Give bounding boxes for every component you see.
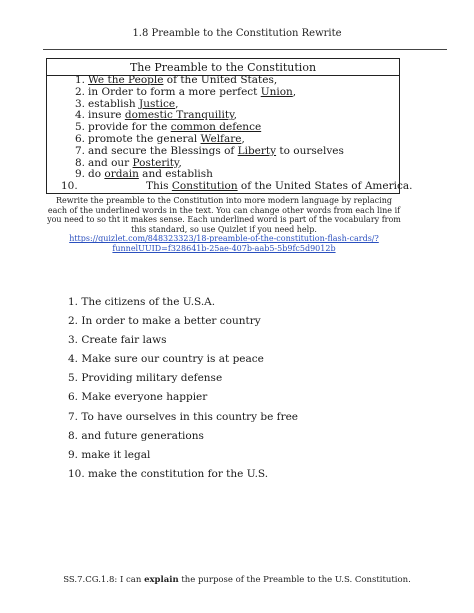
preamble-text-segment: promote the general [88, 133, 201, 145]
preamble-line-text [88, 133, 245, 145]
rewrite-item: 1. The citizens of the U.S.A. [68, 296, 216, 308]
preamble-line-number: 1. [74, 74, 85, 86]
preamble-text-segment: and our [88, 156, 133, 169]
rewrite-item: 10. make the constitution for the U.S. [68, 467, 269, 480]
vocabulary-word: common defence [170, 121, 262, 134]
vocabulary-word: We the People [88, 74, 164, 86]
preamble-line-text [88, 157, 182, 169]
preamble-line-number: 6. [74, 133, 85, 145]
rewrite-item: 5. Providing military defense [68, 372, 223, 385]
preamble-line-number: 3. [74, 97, 85, 110]
vocabulary-word: Justice [139, 97, 176, 110]
preamble-line-number: 7. [74, 144, 85, 157]
preamble-box-title: The Preamble to the Constitution [129, 61, 317, 74]
vocabulary-word: Union [260, 85, 293, 98]
footer-emphasis: explain [144, 575, 179, 585]
preamble-text-segment: do [88, 168, 105, 181]
instructions-block [46, 196, 402, 254]
footer-standard [0, 575, 474, 585]
preamble-line-text [88, 145, 344, 157]
rewrite-item: 7. To have ourselves in this country be free [68, 410, 299, 423]
rewrite-item: 8. and future generations [68, 429, 204, 442]
rewrite-item: 3. Create fair laws [68, 334, 167, 347]
preamble-text-segment: and establish [138, 168, 213, 181]
vocabulary-word: Posterity [132, 156, 179, 169]
preamble-text-segment: establish [88, 97, 140, 110]
preamble-text-segment: in Order to form a more perfect [88, 85, 261, 98]
footer-suffix: the purpose of the Preamble to the U.S. Constitution. [178, 575, 411, 585]
vocabulary-word: Liberty [237, 144, 277, 157]
preamble-line-number: 4. [74, 109, 85, 122]
page-header-title: 1.8 Preamble to the Constitution Rewrite [132, 28, 342, 39]
preamble-text-segment: of the United States of America. [237, 180, 413, 193]
preamble-line-number: 5. [74, 121, 85, 134]
preamble-text-segment: , [175, 97, 179, 110]
preamble-text-segment: , [233, 109, 237, 122]
rewrite-list [68, 296, 298, 487]
preamble-line-text [88, 98, 178, 110]
preamble-line-text [88, 86, 296, 98]
footer-prefix: SS.7.CG.1.8: I can [63, 575, 145, 585]
rewrite-item: 9. make it legal [68, 448, 151, 461]
vocabulary-word: ordain [104, 168, 139, 181]
preamble-line-number: 10. [61, 180, 78, 193]
preamble-line-number: 8. [74, 156, 85, 169]
quizlet-link[interactable]: https://quizlet.com/848323323/18-preamble-of-the-constitution-flash-cards/?funnelUUID=f328641b-25ae-407b-aab5-5b9fc5d9012b [69, 234, 379, 253]
preamble-box [46, 58, 413, 194]
preamble-line-text [146, 180, 412, 192]
rewrite-item: 2. In order to make a better country [68, 315, 261, 328]
preamble-text-segment: This [146, 180, 172, 193]
preamble-text-segment: and secure the Blessings of [88, 144, 238, 157]
preamble-line-number: 2. [74, 85, 85, 98]
preamble-text-segment: insure [88, 109, 125, 122]
vocabulary-word: Constitution [171, 180, 238, 193]
instructions-text: Rewrite the preamble to the Constitution into more modern language by replacing each of the underlined words in the text. You can change other words from each line if you need to so tht it makes sense. Each underlined word is part of the vocabulary from this standard, so use Quizlet if you need help. [47, 196, 401, 234]
vocabulary-word: domestic Tranquility [124, 109, 234, 122]
rewrite-item: 4. Make sure our country is at peace [68, 353, 264, 366]
preamble-text-segment: , [241, 133, 245, 145]
vocabulary-word: Welfare [200, 133, 242, 145]
preamble-line-number: 9. [74, 168, 85, 181]
preamble-line-text [88, 121, 261, 133]
preamble-text-segment: provide for the [88, 121, 171, 134]
preamble-line-text [88, 168, 213, 180]
preamble-line-text [88, 109, 237, 121]
rewrite-item: 6. Make everyone happier [68, 391, 208, 404]
preamble-text-segment: , [178, 156, 182, 169]
header-divider [43, 49, 447, 50]
preamble-line-text [88, 74, 277, 86]
preamble-text-segment: to ourselves [276, 144, 344, 157]
preamble-text-segment: , [292, 85, 297, 98]
preamble-text-segment: of the United States, [163, 74, 278, 86]
